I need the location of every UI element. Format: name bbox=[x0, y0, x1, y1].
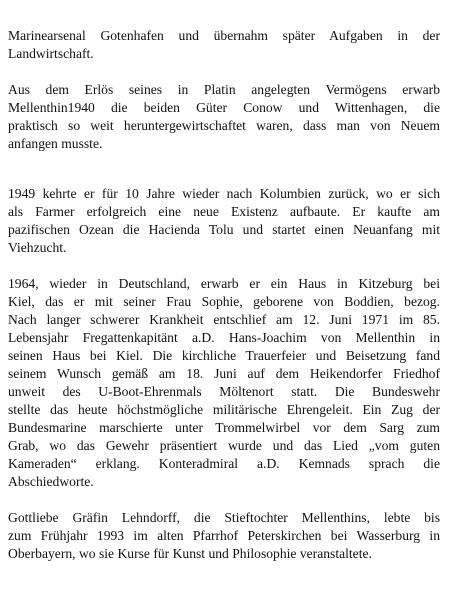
text-line: unweit des U-Boot-Ehrenmals Möltenort statt. Die Bundeswehr bbox=[8, 384, 440, 399]
text-line: pazifischen Ozean die Hacienda Tolu und startet einen Neuanfang mit bbox=[8, 222, 440, 237]
text-line: Grab, wo das Gewehr präsentiert wurde und das Lied „vom guten bbox=[8, 438, 440, 453]
text-line: Marinearsenal Gotenhafen und übernahm später Aufgaben in der bbox=[8, 28, 440, 43]
text-line: Mellenthin1940 die beiden Güter Conow und Wittenhagen, die bbox=[8, 100, 440, 115]
text-line: Aus dem Erlös seines in Platin angelegten Vermögens erwarb bbox=[8, 82, 440, 97]
text-line: anfangen musste. bbox=[8, 136, 103, 151]
text-line: Viehzucht. bbox=[8, 240, 67, 255]
text-line: Lebensjahr Fregattenkapitänt a.D. Hans-Joachim von Mellenthin in bbox=[8, 330, 440, 345]
text-line: als Farmer erfolgreich eine neue Existenz aufbaute. Er kaufte am bbox=[8, 204, 440, 219]
text-line: seinem Wunsch gemäß am 18. Juni auf dem Heikendorfer Friedhof bbox=[8, 366, 440, 381]
text-line: Kameraden“ erklang. Konteradmiral a.D. Kemnads sprach die bbox=[8, 456, 440, 471]
text-line: Landwirtschaft. bbox=[8, 46, 94, 61]
text-line: Kiel, das er mit seiner Frau Sophie, geborene von Boddien, bezog. bbox=[8, 294, 440, 309]
text-line: stellte das heute höchstmögliche militärische Ehrengeleit. Ein Zug der bbox=[8, 402, 440, 417]
text-line: seinen Haus bei Kiel. Die kirchliche Trauerfeier und Beisetzung fand bbox=[8, 348, 440, 363]
text-line: Bundesmarine marschierte unter Trommelwirbel vor dem Sarg zum bbox=[8, 420, 440, 435]
text-line: 1949 kehrte er für 10 Jahre wieder nach Kolumbien zurück, wo er sich bbox=[8, 186, 440, 201]
text-line: 1964, wieder in Deutschland, erwarb er ein Haus in Kitzeburg bei bbox=[8, 276, 440, 291]
text-line: Nach langer schwerer Krankheit entschlief am 12. Juni 1971 im 85. bbox=[8, 312, 440, 327]
text-line: Gottliebe Gräfin Lehndorff, die Stieftochter Mellenthins, lebte bis bbox=[8, 510, 440, 525]
text-line: praktisch so weit heruntergewirtschaftet waren, dass man von Neuem bbox=[8, 118, 440, 133]
text-line: zum Frühjahr 1993 im alten Pfarrhof Peterskirchen bei Wasserburg in bbox=[8, 528, 440, 543]
text-line: Abschiedworte. bbox=[8, 474, 94, 489]
text-line: Oberbayern, wo sie Kurse für Kunst und Philosophie veranstaltete. bbox=[8, 546, 372, 561]
